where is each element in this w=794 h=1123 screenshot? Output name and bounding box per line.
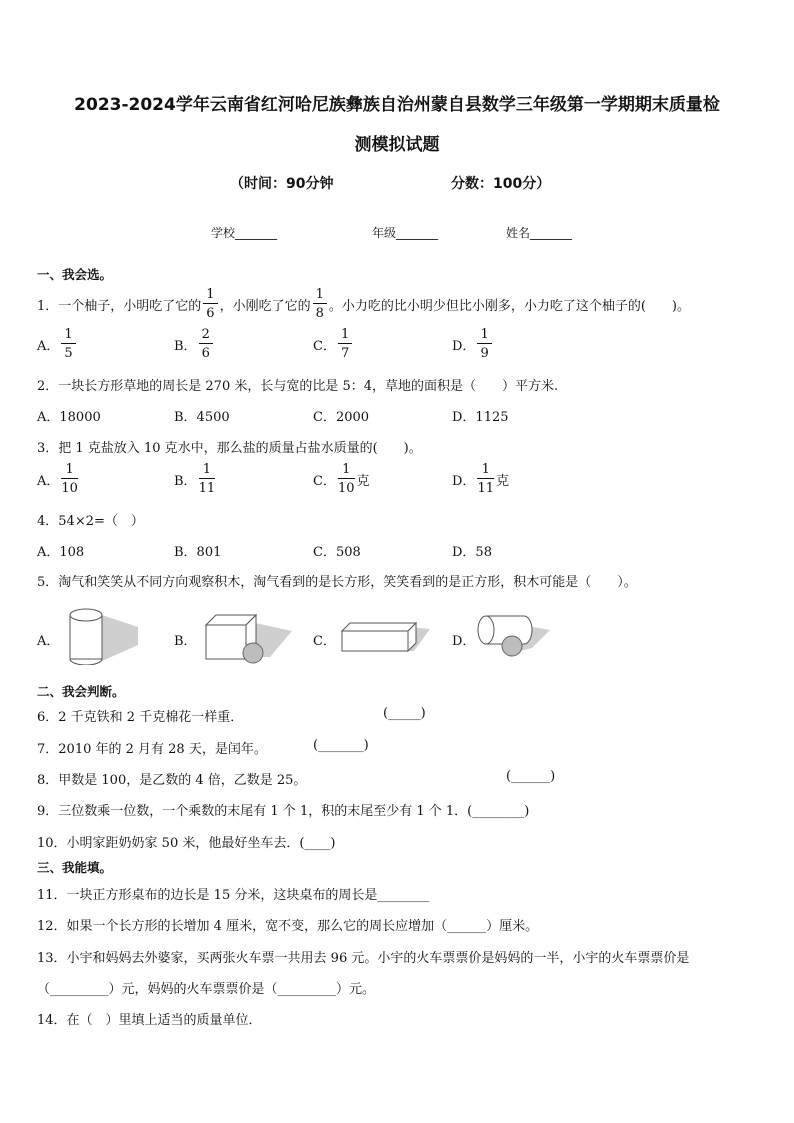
- q6-answer-blank[interactable]: (_____): [383, 706, 426, 721]
- q4-option-d[interactable]: D．58: [452, 545, 492, 560]
- question-7: 7．2010 年的 2 月有 28 天，是闰年。: [37, 742, 267, 757]
- q7-answer-blank[interactable]: (_______): [313, 738, 369, 753]
- q1-text-mid: ，小刚吃了它的: [219, 298, 311, 314]
- q3-option-b[interactable]: B． $\frac{1}{11}$: [174, 462, 216, 496]
- grade-field[interactable]: 年级_______: [372, 226, 439, 240]
- name-field[interactable]: 姓名_______: [506, 226, 573, 240]
- exam-title-line1: 2023-2024学年云南省红河哈尼族彝族自治州蒙自县数学三年级第一学期期末质量检: [74, 95, 720, 115]
- question-8: 8．甲数是 100，是乙数的 4 倍，乙数是 25。: [37, 773, 307, 788]
- q3-option-d[interactable]: D． $\frac{1}{11}$ 克: [452, 462, 509, 496]
- section-2-heading: 二、我会判断。: [37, 684, 125, 699]
- exam-score: 分数：100分）: [451, 176, 551, 192]
- section-3-heading: 三、我能填。: [37, 860, 113, 875]
- question-6: 6．2 千克铁和 2 千克棉花一样重．: [37, 710, 244, 725]
- q1-text-pre: 1．一个柚子，小明吃了它的: [37, 298, 202, 314]
- question-11: 11．一块正方形桌布的边长是 15 分米，这块桌布的周长是________: [37, 888, 430, 903]
- section-1-heading: 一、我会选。: [37, 267, 113, 282]
- q1-fraction-1: $\frac{1}{6}$: [203, 288, 217, 320]
- question-13-line1: 13．小宇和妈妈去外婆家，买两张火车票一共用去 96 元。小宇的火车票票价是妈妈的一半，小宇的火车票票价是: [37, 951, 690, 966]
- q1-option-a[interactable]: A． $\frac{1}{5}$: [37, 328, 78, 360]
- q1-option-b[interactable]: B． $\frac{2}{6}$: [174, 328, 215, 360]
- q2-option-b[interactable]: B．4500: [174, 410, 230, 425]
- q2-option-c[interactable]: C．2000: [313, 410, 370, 425]
- q1-option-c[interactable]: C． $\frac{1}{7}$: [313, 328, 354, 360]
- question-9: 9．三位数乘一位数，一个乘数的末尾有 1 个 1，积的末尾至少有 1 个 1．(________): [37, 804, 530, 819]
- question-12: 12．如果一个长方形的长增加 4 厘米，宽不变，那么它的周长应增加（______）厘米。: [37, 919, 539, 934]
- cube-with-sphere-figure: [200, 605, 295, 665]
- q2-option-a[interactable]: A．18000: [37, 410, 101, 425]
- exam-time: （时间：90分钟: [230, 176, 334, 192]
- question-5: 5．淘气和笑笑从不同方向观察积木，淘气看到的是长方形，笑笑看到的是正方形，积木可能是（ ）。: [37, 575, 637, 590]
- q3-option-c[interactable]: C． $\frac{1}{10}$ 克: [313, 462, 370, 496]
- q8-answer-blank[interactable]: (______): [506, 769, 556, 784]
- question-2: 2．一块长方形草地的周长是 270 米，长与宽的比是 5：4，草地的面积是（ ）平方米.: [37, 379, 559, 394]
- q4-option-a[interactable]: A．108: [37, 545, 85, 560]
- cylinder-lying-figure: [476, 612, 556, 660]
- cylinder-upright-figure: [62, 605, 142, 665]
- question-3: 3．把 1 克盐放入 10 克水中，那么盐的质量占盐水质量的( )。: [37, 441, 422, 456]
- question-10: 10．小明家距奶奶家 50 米，他最好坐车去．(____): [37, 836, 336, 851]
- question-4: 4．54×2=（ ）: [37, 514, 144, 529]
- q5-option-c[interactable]: C．: [313, 634, 336, 649]
- q4-option-c[interactable]: C．508: [313, 545, 361, 560]
- question-1: [37, 288, 690, 320]
- q5-option-d[interactable]: D．: [452, 634, 476, 649]
- q4-option-b[interactable]: B．801: [174, 545, 222, 560]
- question-13-line2: （_________）元，妈妈的火车票票价是（_________）元。: [37, 982, 376, 997]
- q2-option-d[interactable]: D．1125: [452, 410, 509, 425]
- school-field[interactable]: 学校_______: [211, 226, 278, 240]
- q5-option-a[interactable]: A．: [37, 634, 60, 649]
- q1-text-post: 。小力吃的比小明少但比小刚多，小力吃了这个柚子的( )。: [328, 298, 691, 314]
- q1-option-d[interactable]: D． $\frac{1}{9}$: [452, 328, 494, 360]
- q1-fraction-2: $\frac{1}{8}$: [313, 288, 327, 320]
- exam-title-line2: 测模拟试题: [354, 135, 440, 155]
- q5-option-b[interactable]: B．: [174, 634, 197, 649]
- cuboid-figure: [338, 615, 433, 660]
- q3-option-a[interactable]: A． $\frac{1}{10}$: [37, 462, 78, 496]
- question-14: 14．在（ ）里填上适当的质量单位．: [37, 1013, 262, 1028]
